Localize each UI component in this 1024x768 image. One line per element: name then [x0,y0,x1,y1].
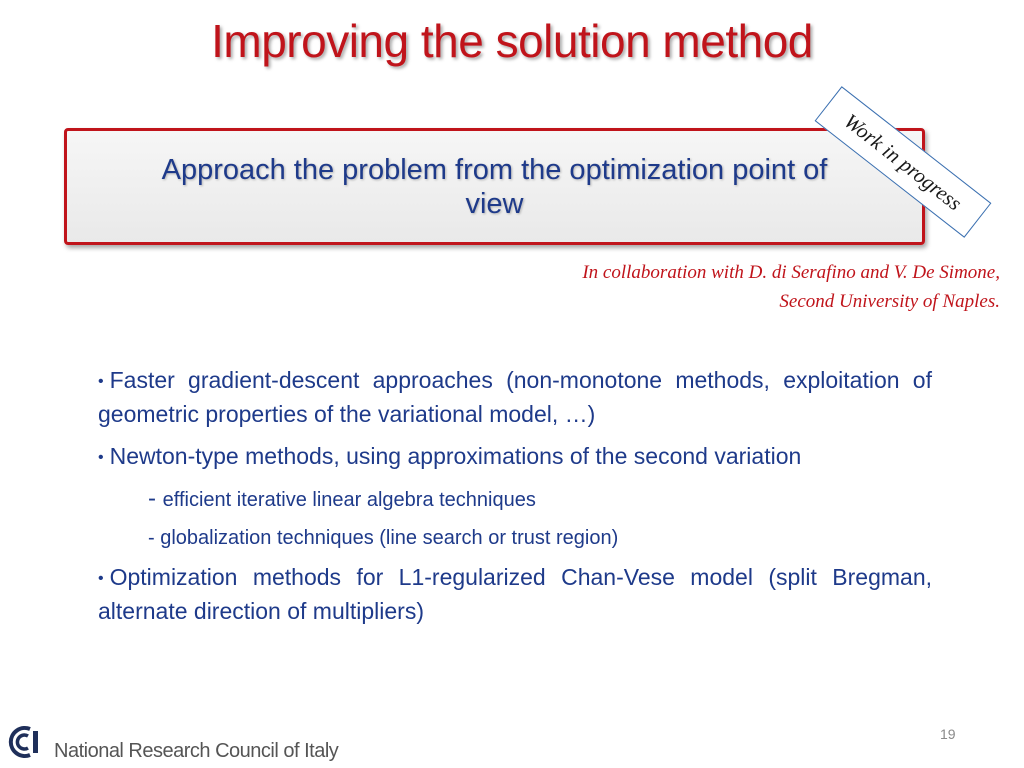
approach-text: Approach the problem from the optimization point of view [161,153,828,220]
bullet-item [98,561,932,627]
slide-title: Improving the solution method [211,15,813,67]
dash-icon: - [148,485,163,512]
cnr-logo-icon [6,725,46,759]
bullet-dot-icon: • [98,373,104,390]
bullet-text: Faster gradient-descent approaches (non-monotone methods, exploitation of geometric properties of the variational model, …) [98,367,932,427]
bullet-item [98,440,932,474]
collaboration-line-2: Second University of Naples. [779,291,1000,312]
collaboration-note [582,258,1000,316]
dash-icon: - [148,527,161,549]
bullet-item [98,364,932,430]
bullet-list [98,364,932,637]
collaboration-line-1: In collaboration with D. di Serafino and V. De Simone, [582,262,1000,283]
sub-bullet-text: efficient iterative linear algebra techniques [162,489,536,511]
sub-bullet-item [148,523,932,553]
bullet-dot-icon: • [98,570,104,587]
approach-box [64,128,925,245]
sub-bullet-item [148,484,932,515]
work-in-progress-tag: Work in progress [815,86,992,238]
bullet-text: Optimization methods for L1-regularized Chan-Vese model (split Bregman, alternate direction of multipliers) [98,564,932,624]
bullet-dot-icon: • [98,449,104,466]
bullet-text: Newton-type methods, using approximations of the second variation [109,443,802,469]
sub-bullet-text: globalization techniques (line search or trust region) [160,527,619,549]
page-number: 19 [940,726,956,742]
organization-name: National Research Council of Italy [54,740,339,762]
